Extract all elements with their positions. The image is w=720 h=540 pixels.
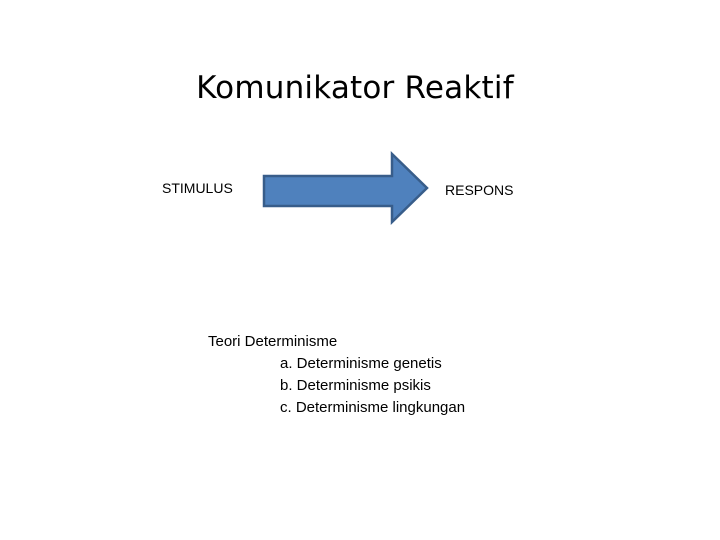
response-label: RESPONS xyxy=(445,182,514,198)
theory-item-genetic: a. Determinisme genetis xyxy=(280,355,442,372)
slide-title: Komunikator Reaktif xyxy=(196,70,514,106)
theory-block xyxy=(208,331,608,419)
arrow-shape xyxy=(264,154,427,222)
stimulus-label: STIMULUS xyxy=(162,180,233,196)
theory-item-psychic: b. Determinisme psikis xyxy=(280,377,431,394)
theory-item-environment: c. Determinisme lingkungan xyxy=(280,399,466,416)
theory-heading: Teori Determinisme xyxy=(208,333,338,350)
right-arrow-icon xyxy=(262,152,432,224)
